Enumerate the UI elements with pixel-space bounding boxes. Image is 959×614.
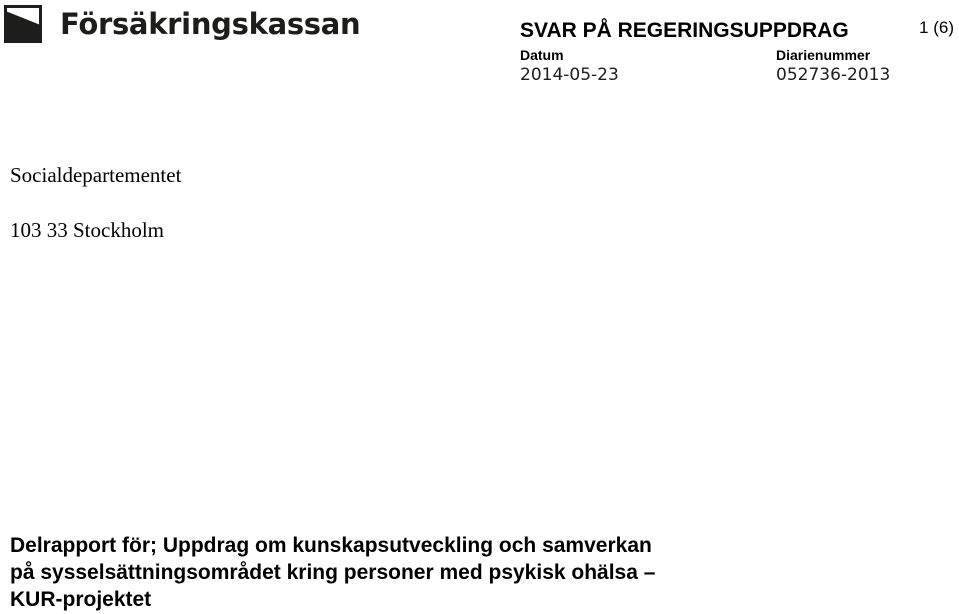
- recipient-organization: Socialdepartementet: [10, 163, 182, 187]
- subject-line: KUR-projektet: [10, 588, 152, 611]
- subject-line: Delrapport för; Uppdrag om kunskapsutveckling och samverkan: [10, 534, 652, 557]
- subject-line: på sysselsättningsområdet kring personer med psykisk ohälsa –: [10, 561, 656, 584]
- recipient-address: 103 33 Stockholm: [10, 218, 165, 242]
- document-type: SVAR PÅ REGERINGSUPPDRAG: [520, 19, 849, 42]
- date-label: Datum: [520, 47, 564, 63]
- document-subject: [10, 532, 655, 613]
- agency-logo: [4, 3, 360, 45]
- agency-logo-text: Försäkringskassan: [60, 6, 361, 41]
- date-value: 2014-05-23: [520, 65, 619, 85]
- page-number: 1 (6): [919, 18, 954, 37]
- reference-label: Diarienummer: [776, 47, 871, 63]
- agency-logo-mark-icon: [4, 5, 42, 43]
- reference-value: 052736-2013: [776, 65, 891, 85]
